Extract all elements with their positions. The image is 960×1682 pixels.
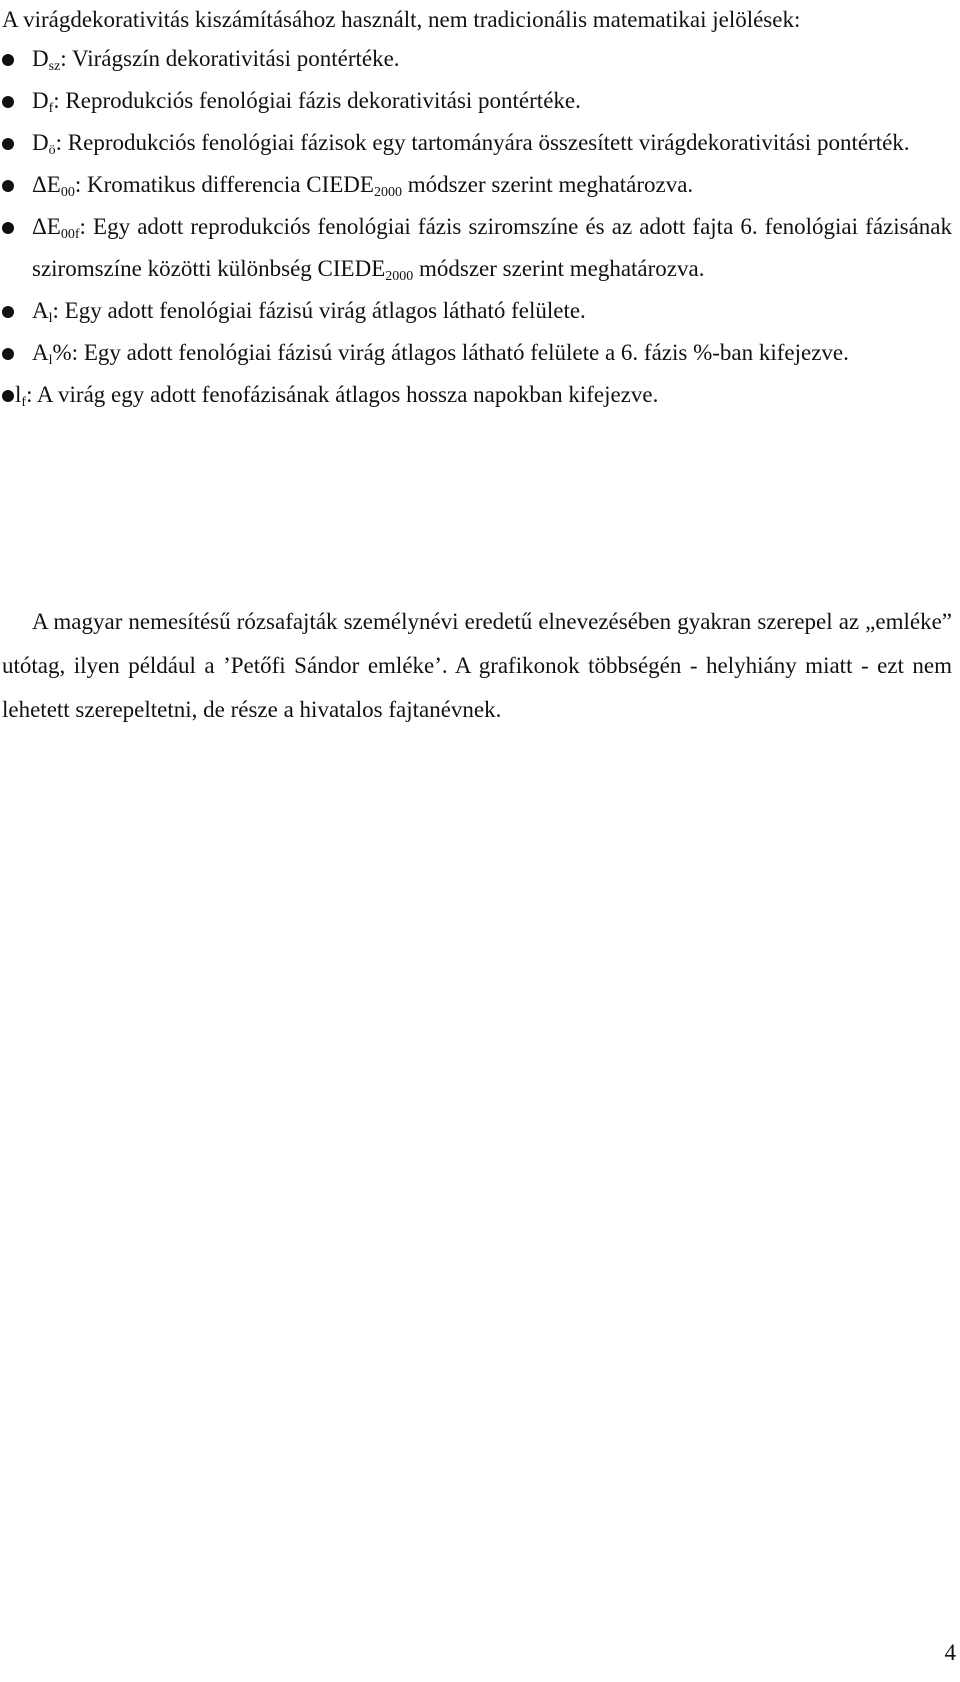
definition-l-f xyxy=(2,374,952,416)
definition-delta-e-00f xyxy=(2,206,952,290)
bullet-icon xyxy=(2,138,14,150)
bullet-icon xyxy=(2,96,14,108)
definition-text: : Reprodukciós fenológiai fázis dekorativitási pontértéke. xyxy=(53,88,581,113)
symbol: $l_f$ xyxy=(15,382,27,410)
definition-a-l xyxy=(2,290,952,332)
notation-list xyxy=(2,38,952,416)
definition-text: : A virág egy adott fenofázisának átlagos hossza napokban kifejezve. xyxy=(26,382,659,407)
definition-text: : Reprodukciós fenológiai fázisok egy tartományára összesített virágdekorativitási pontérték. xyxy=(55,130,910,155)
definition-text-end: módszer szerint meghatározva. xyxy=(413,256,705,281)
definition-text: : Egy adott fenológiai fázisú virág átlagos látható felülete. xyxy=(52,298,586,323)
definition-delta-e-00 xyxy=(2,164,952,206)
definition-text: : Kromatikus differencia CIEDE xyxy=(74,172,374,197)
bullet-icon xyxy=(2,180,14,192)
definition-d-sz xyxy=(2,38,952,80)
definition-text: : Virágszín dekorativitási pontértéke. xyxy=(60,46,400,71)
ciede-subscript: 2000 xyxy=(385,269,414,284)
body-paragraph: A magyar nemesítésű rózsafajták személynévi eredetű elnevezésében gyakran szerepel az „emléke” utótag, ilyen például a ’Petőfi Sándor emléke’. A grafikonok többségén - helyhiány miatt - ezt nem lehetett szerepeltetni, de része a hivatalos fajtanévnek. xyxy=(2,609,952,722)
definition-text: : Egy adott reprodukciós fenológiai fázis sziromszíne és az adott fajta 6. fenológiai fázisának sziromszíne közötti különbség CIEDE xyxy=(32,214,952,281)
bullet-icon xyxy=(2,390,14,402)
symbol: $D_ö$ xyxy=(32,130,56,158)
ciede-subscript: 2000 xyxy=(373,185,402,200)
bullet-icon xyxy=(2,222,14,234)
definition-d-o xyxy=(2,122,952,164)
symbol: $A_l$ xyxy=(32,340,53,368)
page-number: 4 xyxy=(944,1640,956,1665)
bullet-icon xyxy=(2,54,14,66)
definition-text: %: Egy adott fenológiai fázisú virág átlagos látható felülete a 6. fázis %-ban kifejezve. xyxy=(52,340,849,365)
definition-text-end: módszer szerint meghatározva. xyxy=(401,172,694,197)
symbol: $D_{sz}$ xyxy=(32,46,61,74)
definition-d-f xyxy=(2,80,952,122)
definition-a-l-percent xyxy=(2,332,952,374)
symbol: $D_f$ xyxy=(32,88,54,116)
symbol: $A_l$ xyxy=(32,298,53,326)
symbol: $\Delta E_{00f}$ xyxy=(32,214,80,242)
intro-line: A virágdekorativitás kiszámításához használt, nem tradicionális matematikai jelölések: xyxy=(2,7,801,32)
symbol: $\Delta E_{00}$ xyxy=(32,172,75,200)
bullet-icon xyxy=(2,306,14,318)
bullet-icon xyxy=(2,348,14,360)
